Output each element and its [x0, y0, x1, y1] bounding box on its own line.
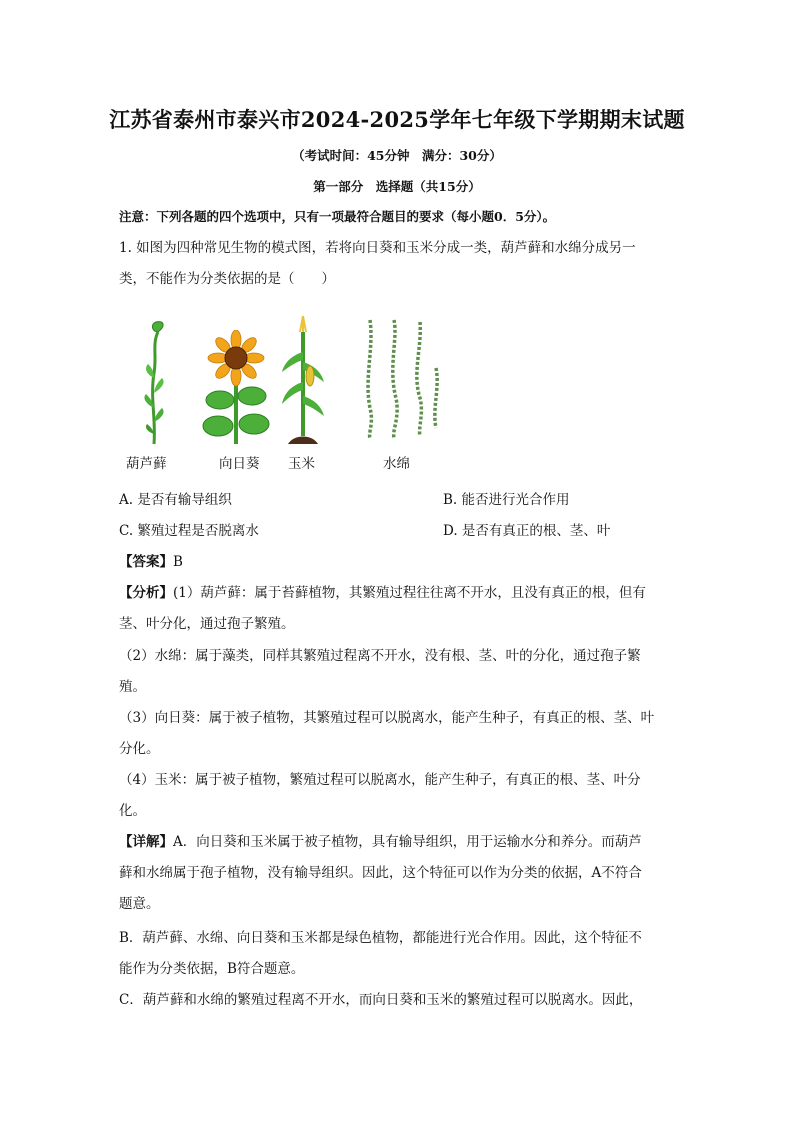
analysis-line-1: 【分析】(1）葫芦藓：属于苔藓植物，其繁殖过程往往离不开水，且没有真正的根，但有 [119, 585, 646, 601]
analysis-line-3: （2）水绵：属于藻类，同样其繁殖过程离不开水，没有根、茎、叶的分化，通过孢子繁 [119, 648, 641, 664]
option-d: D. 是否有真正的根、茎、叶 [443, 523, 611, 539]
detail-label: 【详解】 [119, 834, 173, 850]
answer-line [119, 550, 183, 570]
detail-line-3: 题意。 [119, 896, 160, 912]
instructions-note: 注意：下列各题的四个选项中，只有一项最符合题目的要求（每小题0．5分）。 [119, 209, 556, 224]
option-c: C. 繁殖过程是否脱离水 [119, 523, 259, 539]
analysis-line-4: 殖。 [119, 679, 146, 695]
analysis-line-6: 分化。 [119, 741, 160, 757]
detail-line-1: 【详解】A．向日葵和玉米属于被子植物，具有输导组织，用于运输水分和养分。而葫芦 [119, 834, 642, 850]
question-text-line-2: 类，不能作为分类依据的是（ ） [119, 271, 335, 287]
analysis-line-8: 化。 [119, 803, 146, 819]
moss-illustration [136, 318, 176, 446]
figure-label-moss: 葫芦藓 [126, 456, 167, 472]
figure-label-spirogyra: 水绵 [383, 456, 410, 472]
exam-info: （考试时间：45分钟 满分：30分） [292, 148, 502, 163]
section-heading: 第一部分 选择题（共15分） [313, 179, 481, 194]
option-a: A. 是否有输导组织 [119, 492, 232, 508]
answer-label: 【答案】 [119, 554, 173, 570]
option-b: B. 能否进行光合作用 [443, 492, 570, 508]
detail-line-4: B．葫芦藓、水绵、向日葵和玉米都是绿色植物，都能进行光合作用。因此，这个特征不 [119, 930, 642, 946]
analysis-label: 【分析】 [119, 585, 173, 601]
page-title: 江苏省泰州市泰兴市2024-2025学年七年级下学期期末试题 [109, 107, 685, 132]
question-text-line-1: 1. 如图为四种常见生物的模式图，若将向日葵和玉米分成一类，葫芦藓和水绵分成另一 [119, 240, 636, 256]
answer-value: B [173, 554, 183, 570]
analysis-line-5: （3）向日葵：属于被子植物，其繁殖过程可以脱离水，能产生种子，有真正的根、茎、叶 [119, 710, 655, 726]
spirogyra-illustration [362, 318, 442, 440]
detail-line-6: C．葫芦藓和水绵的繁殖过程离不开水，而向日葵和玉米的繁殖过程可以脱离水。因此， [119, 992, 643, 1008]
sunflower-illustration [200, 330, 272, 446]
detail-line-2: 藓和水绵属于孢子植物，没有输导组织。因此，这个特征可以作为分类的依据，A不符合 [119, 865, 642, 881]
corn-illustration [280, 312, 326, 446]
figure-label-sunflower: 向日葵 [219, 456, 260, 472]
analysis-line-7: （4）玉米：属于被子植物，繁殖过程可以脱离水，能产生种子，有真正的根、茎、叶分 [119, 772, 641, 788]
analysis-line-2: 茎、叶分化，通过孢子繁殖。 [119, 616, 295, 632]
figure-label-corn: 玉米 [288, 456, 315, 472]
detail-line-5: 能作为分类依据，B符合题意。 [119, 961, 305, 977]
